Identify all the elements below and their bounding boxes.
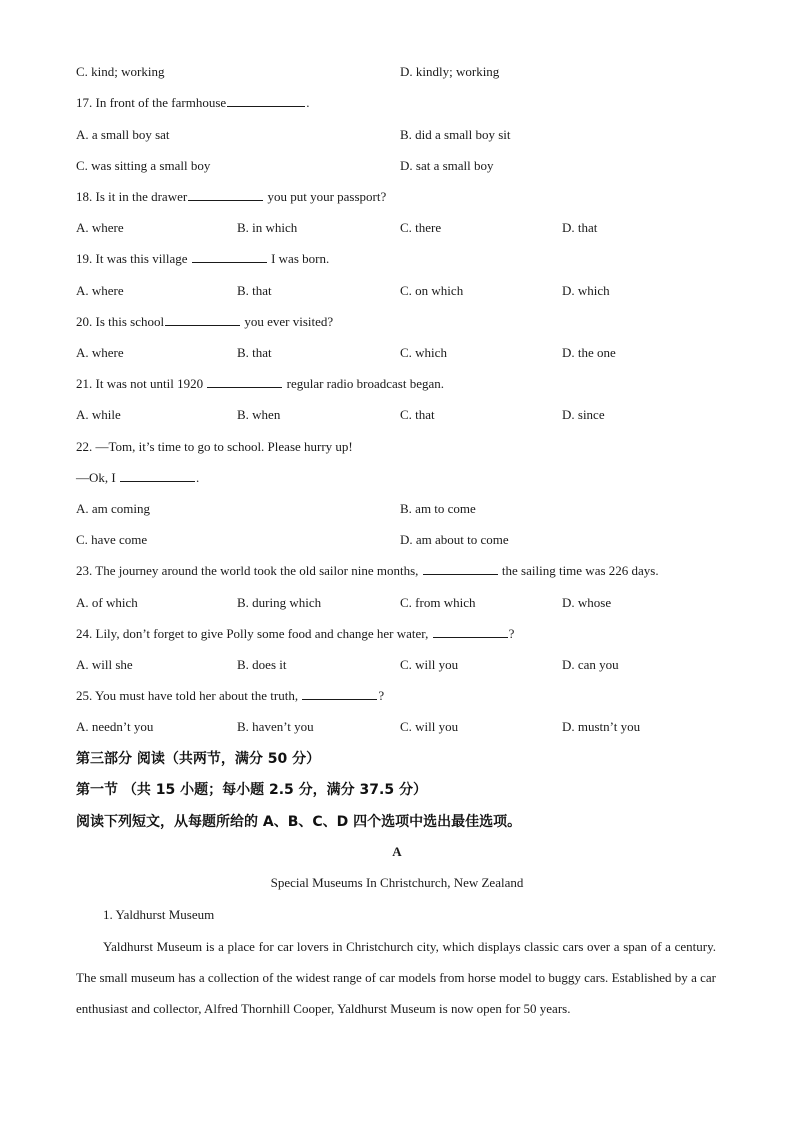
answer-blank (433, 624, 508, 638)
question-16-options-cd (76, 62, 726, 82)
answer-blank (302, 686, 377, 700)
answer-blank (192, 249, 267, 263)
q20-option-c: C. which (400, 345, 447, 360)
question-22-stem (76, 437, 726, 457)
q23-option-d: D. whose (562, 595, 612, 610)
q25-option-c: C. will you (400, 719, 459, 734)
q18-stem-end: you put your passport? (264, 189, 387, 204)
q22-option-c: C. have come (76, 532, 148, 547)
question-22-reply (76, 468, 726, 488)
question-20-stem (76, 312, 726, 332)
q22-option-a: A. am coming (76, 501, 151, 516)
passage-item-heading: 1. Yaldhurst Museum (103, 907, 215, 922)
q18-option-a: A. where (76, 220, 124, 235)
q19-option-c: C. on which (400, 283, 464, 298)
q17-option-a: A. a small boy sat (76, 127, 170, 142)
q23-option-c: C. from which (400, 595, 476, 610)
q25-option-d: D. mustn’t you (562, 719, 641, 734)
q21-stem-end: regular radio broadcast began. (283, 376, 444, 391)
question-17-options-cd (76, 156, 726, 176)
q19-stem-end: I was born. (267, 251, 330, 266)
q21-option-a: A. while (76, 407, 121, 422)
q25-stem-text: 25. You must have told her about the truth, (76, 688, 302, 703)
q25-stem-end: ? (378, 688, 385, 703)
q21-stem-text: 21. It was not until 1920 (76, 376, 207, 391)
answer-blank (227, 93, 305, 107)
q20-option-b: B. that (237, 345, 272, 360)
question-23-stem (76, 561, 716, 581)
passage-letter: A (392, 844, 402, 859)
q20-option-d: D. the one (562, 345, 616, 360)
q21-option-c: C. that (400, 407, 435, 422)
q17-option-d: D. sat a small boy (400, 158, 494, 173)
q20-option-a: A. where (76, 345, 124, 360)
q19-option-d: D. which (562, 283, 610, 298)
passage-title: Special Museums In Christchurch, New Zealand (270, 875, 524, 890)
answer-blank (423, 561, 498, 575)
question-17-stem (76, 93, 726, 113)
q20-stem-end: you ever visited? (241, 314, 334, 329)
q19-option-a: A. where (76, 283, 124, 298)
q18-option-b: B. in which (237, 220, 298, 235)
question-18-options (76, 218, 726, 238)
passage-paragraph: Yaldhurst Museum is a place for car lovers in Christchurch city, which displays classic cars over a span of a century. The small museum has a collection of the widest range of car models from horse model to buggy cars. Established by a car enthusiast and collector, Alfred Thornhill Cooper, Yaldhurst Museum is now open for 50 years. (76, 939, 716, 1016)
q19-option-b: B. that (237, 283, 272, 298)
q17-option-c: C. was sitting a small boy (76, 158, 211, 173)
answer-blank (207, 374, 282, 388)
question-25-options (76, 717, 726, 737)
question-21-stem (76, 374, 726, 394)
q16-option-d: D. kindly; working (400, 64, 500, 79)
section-one-heading: 第一节 （共 15 小题；每小题 2.5 分，满分 37.5 分） (76, 782, 427, 798)
answer-blank (120, 468, 195, 482)
question-18-stem (76, 187, 726, 207)
question-24-stem (76, 624, 726, 644)
q24-option-d: D. can you (562, 657, 619, 672)
q23-option-b: B. during which (237, 595, 322, 610)
question-17-options-ab (76, 125, 726, 145)
q17-option-b: B. did a small boy sit (400, 127, 511, 142)
q18-option-d: D. that (562, 220, 598, 235)
q23-stem-text: 23. The journey around the world took the old sailor nine months, (76, 563, 422, 578)
q22-stem-text: 22. —Tom, it’s time to go to school. Please hurry up! (76, 439, 353, 454)
q24-stem-end: ? (508, 626, 515, 641)
answer-blank (188, 187, 263, 201)
q17-stem-end: . (306, 95, 310, 110)
q22-reply-end: . (195, 470, 200, 485)
question-19-stem (76, 249, 726, 269)
question-24-options (76, 655, 726, 675)
question-19-options (76, 281, 726, 301)
q24-option-b: B. does it (237, 657, 287, 672)
reading-instruction: 阅读下列短文，从每题所给的 A、B、C、D 四个选项中选出最佳选项。 (76, 814, 522, 830)
q24-option-a: A. will she (76, 657, 133, 672)
q17-stem-text: 17. In front of the farmhouse (76, 95, 227, 110)
q25-option-b: B. haven’t you (237, 719, 314, 734)
q18-stem-text: 18. Is it in the drawer (76, 189, 188, 204)
question-23-options (76, 593, 726, 613)
q20-stem-text: 20. Is this school (76, 314, 165, 329)
question-21-options (76, 405, 726, 425)
q24-stem-text: 24. Lily, don’t forget to give Polly some food and change her water, (76, 626, 432, 641)
q21-option-d: D. since (562, 407, 605, 422)
q25-option-a: A. needn’t you (76, 719, 154, 734)
question-22-options-cd (76, 530, 726, 550)
q16-option-c: C. kind; working (76, 64, 165, 79)
q22-option-d: D. am about to come (400, 532, 509, 547)
question-22-options-ab (76, 499, 726, 519)
part-three-heading: 第三部分 阅读（共两节，满分 50 分） (76, 751, 321, 767)
q19-stem-text: 19. It was this village (76, 251, 191, 266)
q23-stem-end: the sailing time was 226 days. (498, 563, 659, 578)
q18-option-c: C. there (400, 220, 442, 235)
q24-option-c: C. will you (400, 657, 459, 672)
q22-option-b: B. am to come (400, 501, 476, 516)
question-20-options (76, 343, 726, 363)
question-25-stem (76, 686, 726, 706)
q21-option-b: B. when (237, 407, 281, 422)
q23-option-a: A. of which (76, 595, 138, 610)
answer-blank (165, 312, 240, 326)
q22-reply-text: —Ok, I (76, 470, 119, 485)
